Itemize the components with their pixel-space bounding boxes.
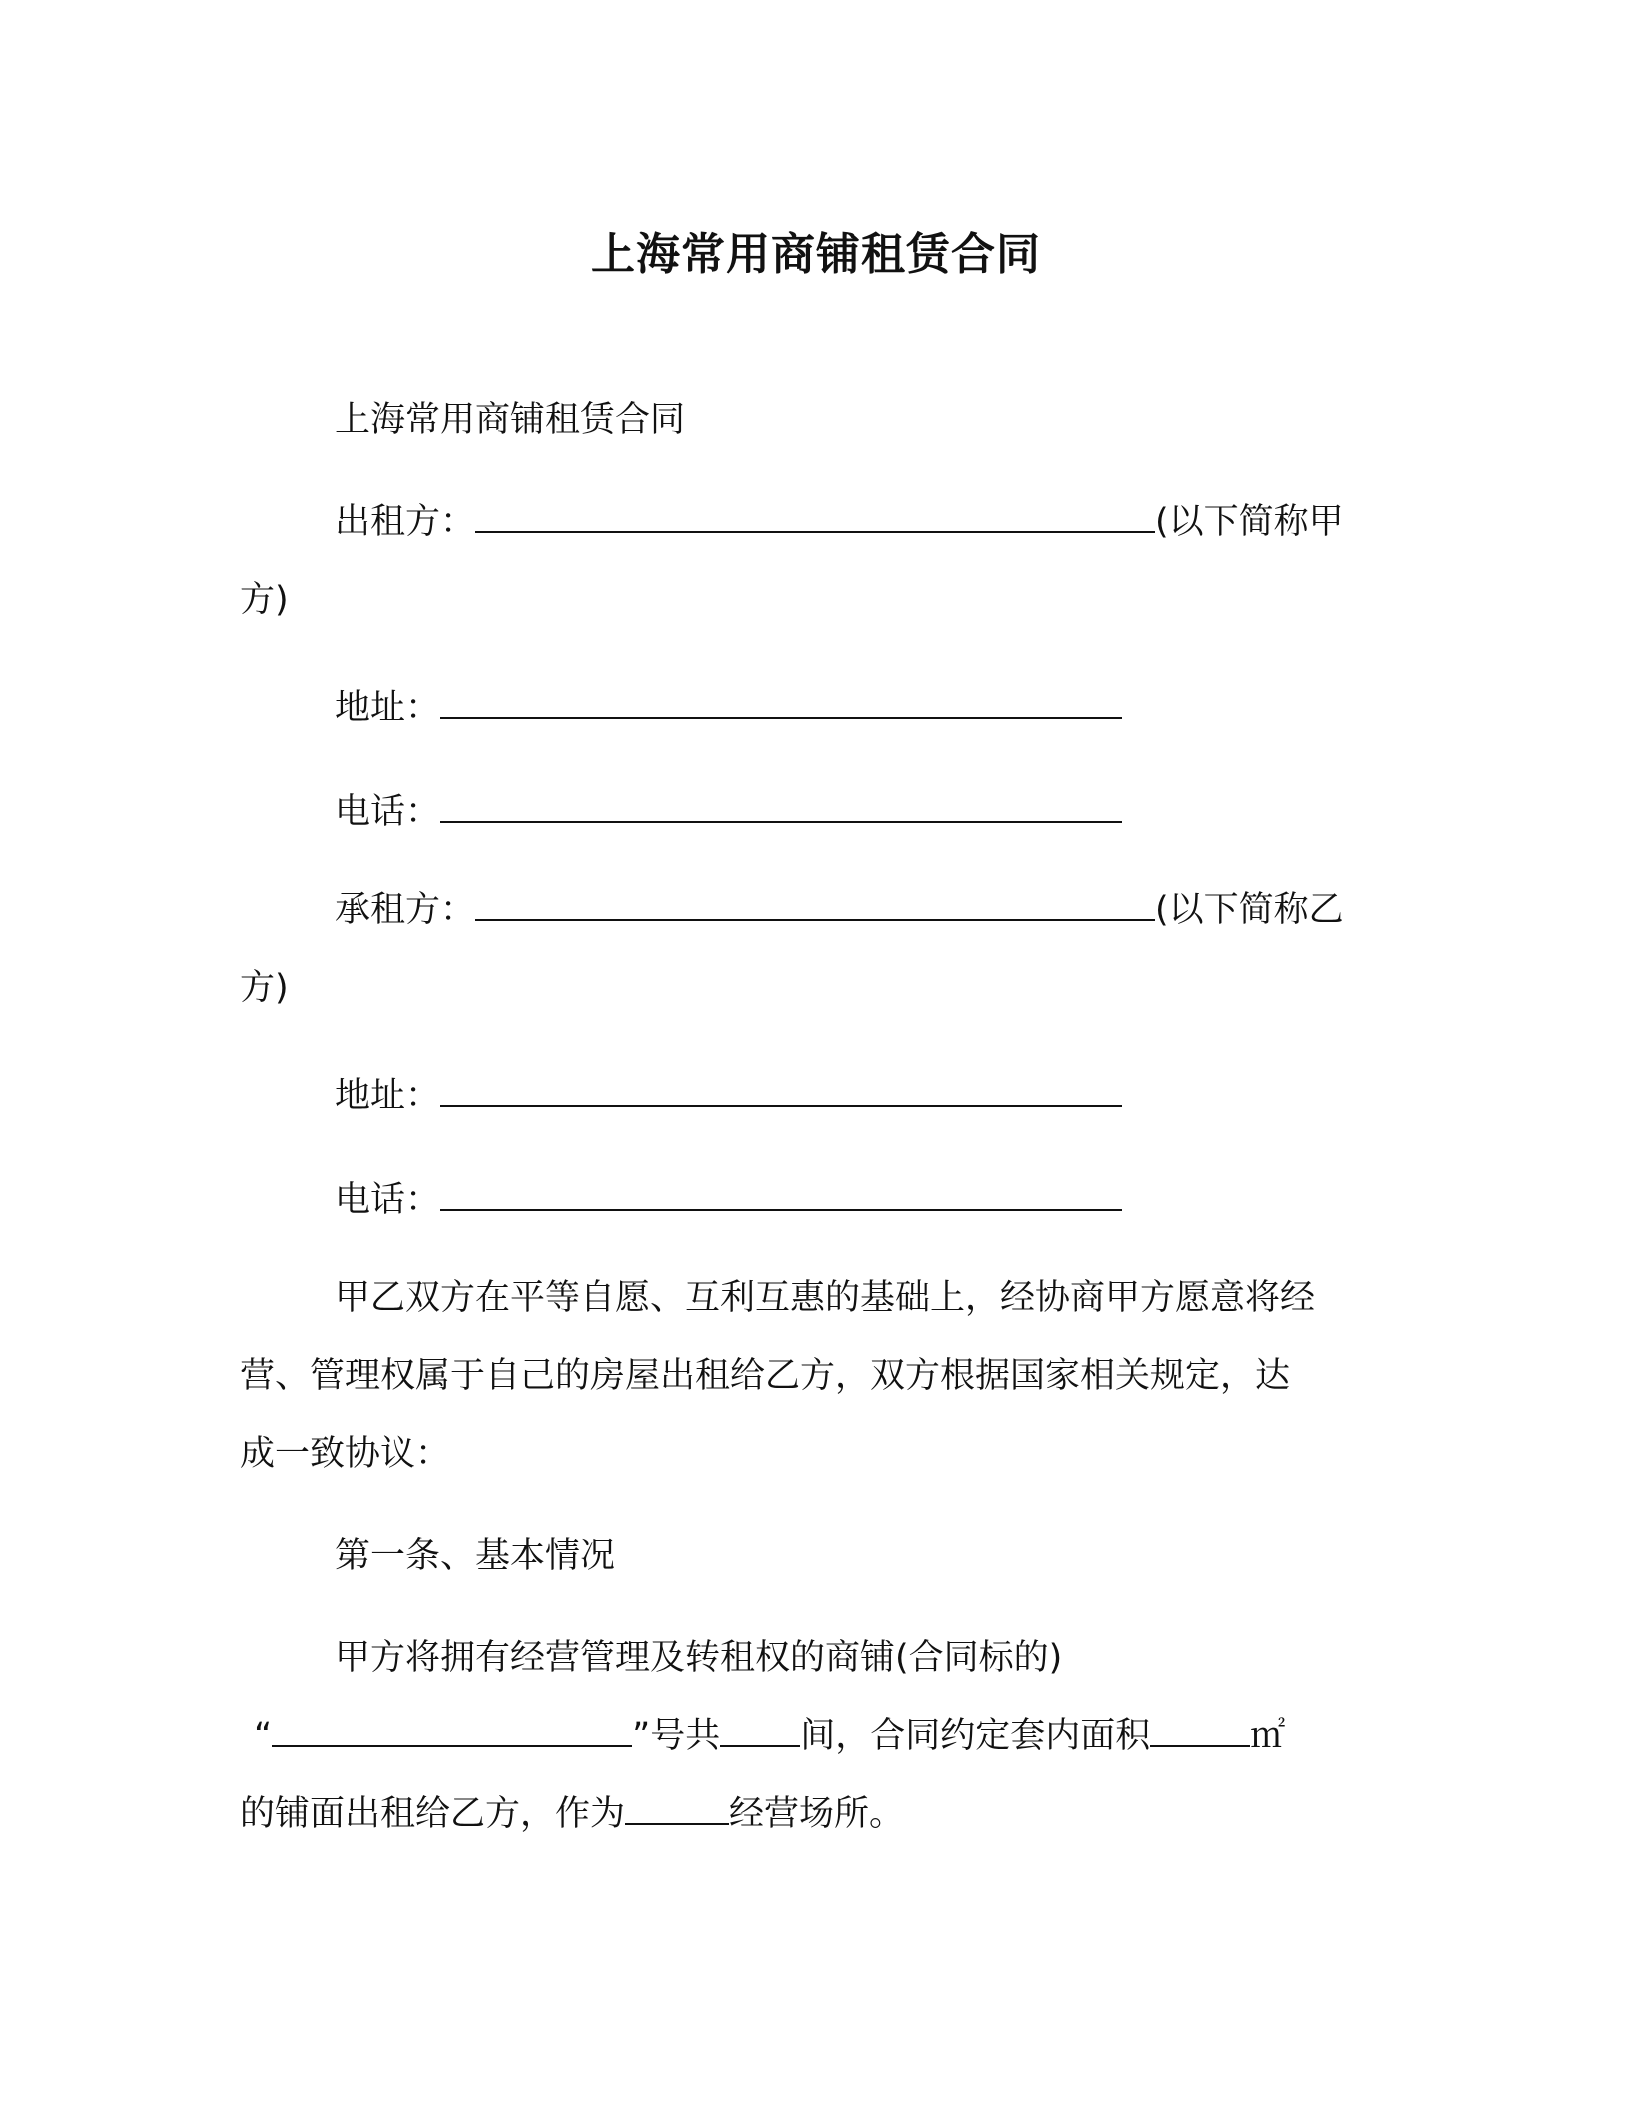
- lessee-address-line: [335, 1074, 1122, 1118]
- article-1-heading: 第一条、基本情况: [335, 1536, 616, 1576]
- business-type-blank: [625, 1793, 729, 1825]
- document-title: 上海常用商铺租赁合同: [591, 229, 1041, 280]
- lessor-suffix-wrap: 方): [240, 580, 289, 620]
- lessee-name-blank: [475, 889, 1155, 921]
- lessee-line: [335, 888, 1344, 932]
- lessor-address-label: 地址：: [335, 688, 441, 728]
- contract-subtitle: 上海常用商铺租赁合同: [335, 400, 686, 440]
- lessor-label: 出租方：: [335, 502, 476, 542]
- rooms-suffix: 间，合同约定套内面积: [800, 1716, 1151, 1756]
- lessee-suffix-wrap: 方): [240, 968, 289, 1008]
- lessee-phone-line: [335, 1178, 1122, 1222]
- lessee-address-blank: [440, 1075, 1122, 1107]
- lessor-phone-blank: [440, 791, 1122, 823]
- lessee-suffix: (以下简称乙: [1155, 890, 1344, 930]
- intro-paragraph-line-1: 甲乙双方在平等自愿、互利互惠的基础上，经协商甲方愿意将经: [335, 1278, 1316, 1318]
- lessee-label: 承租方：: [335, 890, 476, 930]
- quote-open: “: [254, 1716, 273, 1756]
- lessor-address-line: [335, 686, 1122, 730]
- intro-paragraph-line-3: 成一致协议：: [240, 1434, 451, 1474]
- lessor-name-blank: [475, 501, 1155, 533]
- lessor-suffix: (以下简称甲: [1155, 502, 1344, 542]
- lessee-address-label: 地址：: [335, 1076, 441, 1116]
- intro-paragraph-line-2: 营、管理权属于自己的房屋出租给乙方，双方根据国家相关规定，达: [240, 1356, 1291, 1396]
- article-1-line-3-b: 经营场所。: [729, 1794, 905, 1834]
- lessee-phone-label: 电话：: [335, 1180, 441, 1220]
- article-1-line-1: 甲方将拥有经营管理及转租权的商铺(合同标的): [335, 1638, 1063, 1678]
- lessor-line: [335, 500, 1344, 544]
- article-1-line-2: [254, 1714, 1285, 1758]
- article-1-line-3-a: 的铺面出租给乙方，作为: [240, 1794, 626, 1834]
- lessor-phone-label: 电话：: [335, 792, 441, 832]
- lessor-phone-line: [335, 790, 1122, 834]
- quote-close: ”号共: [632, 1716, 721, 1756]
- shop-number-blank: [272, 1715, 632, 1747]
- area-unit: ㎡: [1250, 1716, 1286, 1756]
- article-1-line-3: [240, 1792, 904, 1836]
- lessor-address-blank: [440, 687, 1122, 719]
- rooms-blank: [720, 1715, 800, 1747]
- area-blank: [1150, 1715, 1250, 1747]
- lessee-phone-blank: [440, 1179, 1122, 1211]
